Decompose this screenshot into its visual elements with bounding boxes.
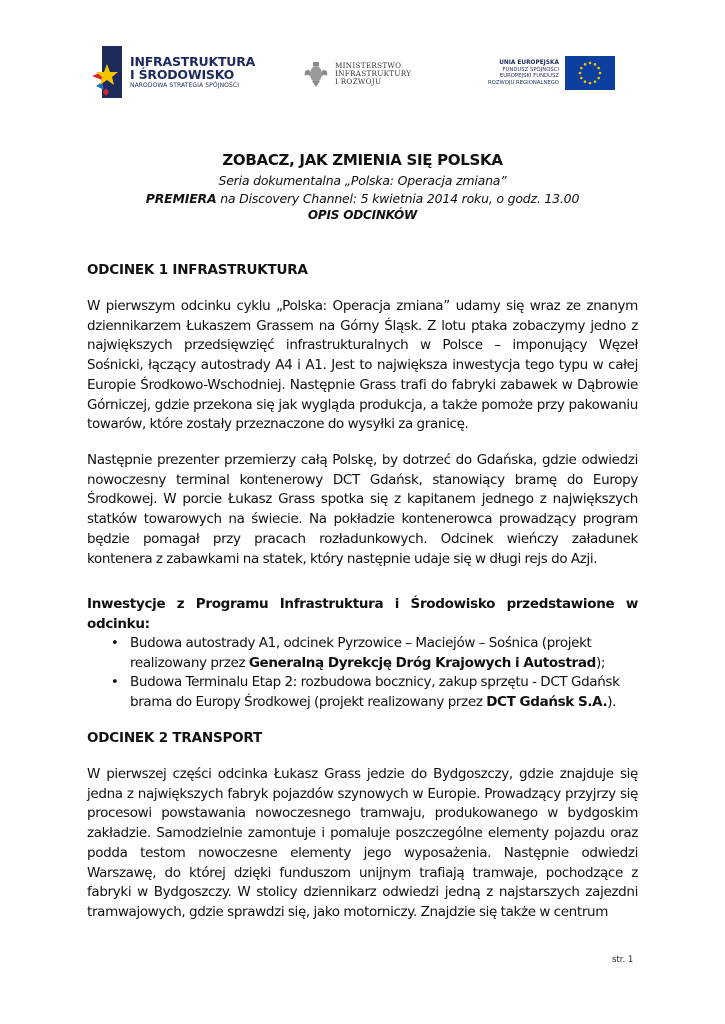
ministry-logo [303,56,423,92]
premiere-details: na Discovery Channel: 5 kwietnia 2014 roku, o godz. 13.00 [216,191,580,206]
ministry-line1: MINISTERSTWO [335,60,402,70]
logo-ids-line1: INFRASTRUKTURA [130,53,256,69]
bullet1-end: ); [595,654,606,671]
eu-star [584,63,587,66]
series-subtitle: Seria dokumentalna „Polska: Operacja zmiana” [218,173,507,188]
eu-star [580,67,583,70]
eu-star [584,80,587,83]
eu-logo [488,55,636,91]
eu-line2: FUNDUSZ SPÓJNOŚCI [502,66,559,73]
eu-star [597,77,600,80]
eu-star [597,67,600,70]
logo-ids-line3: NARODOWA STRATEGIA SPÓJNOŚCI [130,81,240,89]
episodes-description-title: OPIS ODCINKÓW [307,208,418,222]
eagle-emblem-icon [303,59,329,89]
document-title: ZOBACZ, JAK ZMIENIA SIĘ POLSKA [222,151,503,169]
episode2-heading: ODCINEK 2 TRANSPORT [87,730,263,746]
episode1-investments-list [87,634,638,713]
eu-star [594,63,597,66]
nss-emblem-icon [92,46,124,98]
ministry-line3: I ROZWOJU [335,77,382,87]
bullet1-text: Budowa autostrady A1, odcinek Pyrzowice – Maciejów – Sośnica (projekt realizowany przez [130,635,592,671]
infrastruktura-srodowisko-logo [92,44,256,100]
eu-star [594,80,597,83]
episode1-paragraph2: Następnie prezenter przemierzy całą Polskę, by dotrzeć do Gdańska, gdzie odwiedzi nowoczesny terminal kontenerowy DCT Gdańsk, stanowiący bramę do Europy Środkowej. W porcie Łukasz Grass spotka się z kapitanem jednego z największych statków towarowych na świecie. Na pokładzie kontenerowca prowadzący program będzie pomagał przy pracach rozładunkowych. Odcinek wieńczy załadunek kontenera z zabawkami na statek, który następnie udaje się w długi rejs do Azji. [87,452,638,567]
eu-star [599,72,602,75]
eu-star [589,82,592,85]
eu-star [589,62,592,65]
episode1-investments-heading: Inwestycje z Programu Infrastruktura i Środowisko przedstawione w odcinku: [87,596,638,632]
eu-flag-icon [565,56,615,90]
eu-star [580,77,583,80]
eu-line4: ROZWOJU REGIONALNEGO [488,79,559,86]
list-item [87,634,638,673]
list-item [87,673,638,712]
eu-line1: UNIA EUROPEJSKA [499,60,559,66]
bullet2-end: ). [607,694,617,711]
premiere-label: PREMIERA [145,191,217,206]
eu-line3: EUROPEJSKI FUNDUSZ [499,73,559,80]
episode1-paragraph1: W pierwszym odcinku cyklu „Polska: Operacja zmiana” udamy się wraz ze znanym dziennikarzem Łukaszem Grassem na Górny Śląsk. Z lotu ptaka zobaczymy jedno z największych przedsięwzięć infrastrukturalnych w Polsce – imponujący Węzeł Sośnicki, łączący autostrady A4 i A1. Jest to największa inwestycja tego typu w całej Europie Środkowo-Wschodniej. Następnie Grass trafi do fabryki zabawek w Dąbrowie Górniczej, gdzie przekona się jak wygląda produkcja, a także pomoże przy pakowaniu towarów, które zostały przeznaczone do wysyłki za granicę. [87,298,638,433]
premiere-line [0,191,725,206]
bullet2-text: Budowa Terminalu Etap 2: rozbudowa bocznicy, zakup sprzętu - DCT Gdańsk brama do Europy Środkowej (projekt realizowany przez [130,674,620,711]
episode1-heading: ODCINEK 1 INFRASTRUKTURA [87,262,308,278]
episode2-paragraph1: W pierwszej części odcinka Łukasz Grass jedzie do Bydgoszczy, gdzie znajduje się jedna z największych fabryk pojazdów szynowych w Europie. Prowadzący przyjrzy się procesowi powstawania nowoczesnego tramwaju, produkowanego w bydgoskim zakładzie. Samodzielnie zamontuje i pomaluje poszczególne elementy pojazdu oraz podda testom nowoczesne elementy jego wyposażenia. Następnie odwiedzi Warszawę, do której dzięki funduszom unijnym trafiają tramwaje, pochodzące z fabryki w Bydgoszczy. W stolicy dziennikarz odwiedzi jedną z najstarszych zajezdni tramwajowych, gdzie sprawdzi się, jako motorniczy. Znajdzie się także w centrum [87,766,638,920]
page-number: str. 1 [612,955,634,965]
bullet1-bold: Generalną Dyrekcję Dróg Krajowych i Autostrad [248,654,596,671]
ministry-line2: INFRASTRUKTURY [335,68,412,78]
bullet2-bold: DCT Gdańsk S.A. [486,694,608,711]
logo-ids-line2: I ŚRODOWISKO [130,66,235,82]
eu-star [579,72,582,75]
